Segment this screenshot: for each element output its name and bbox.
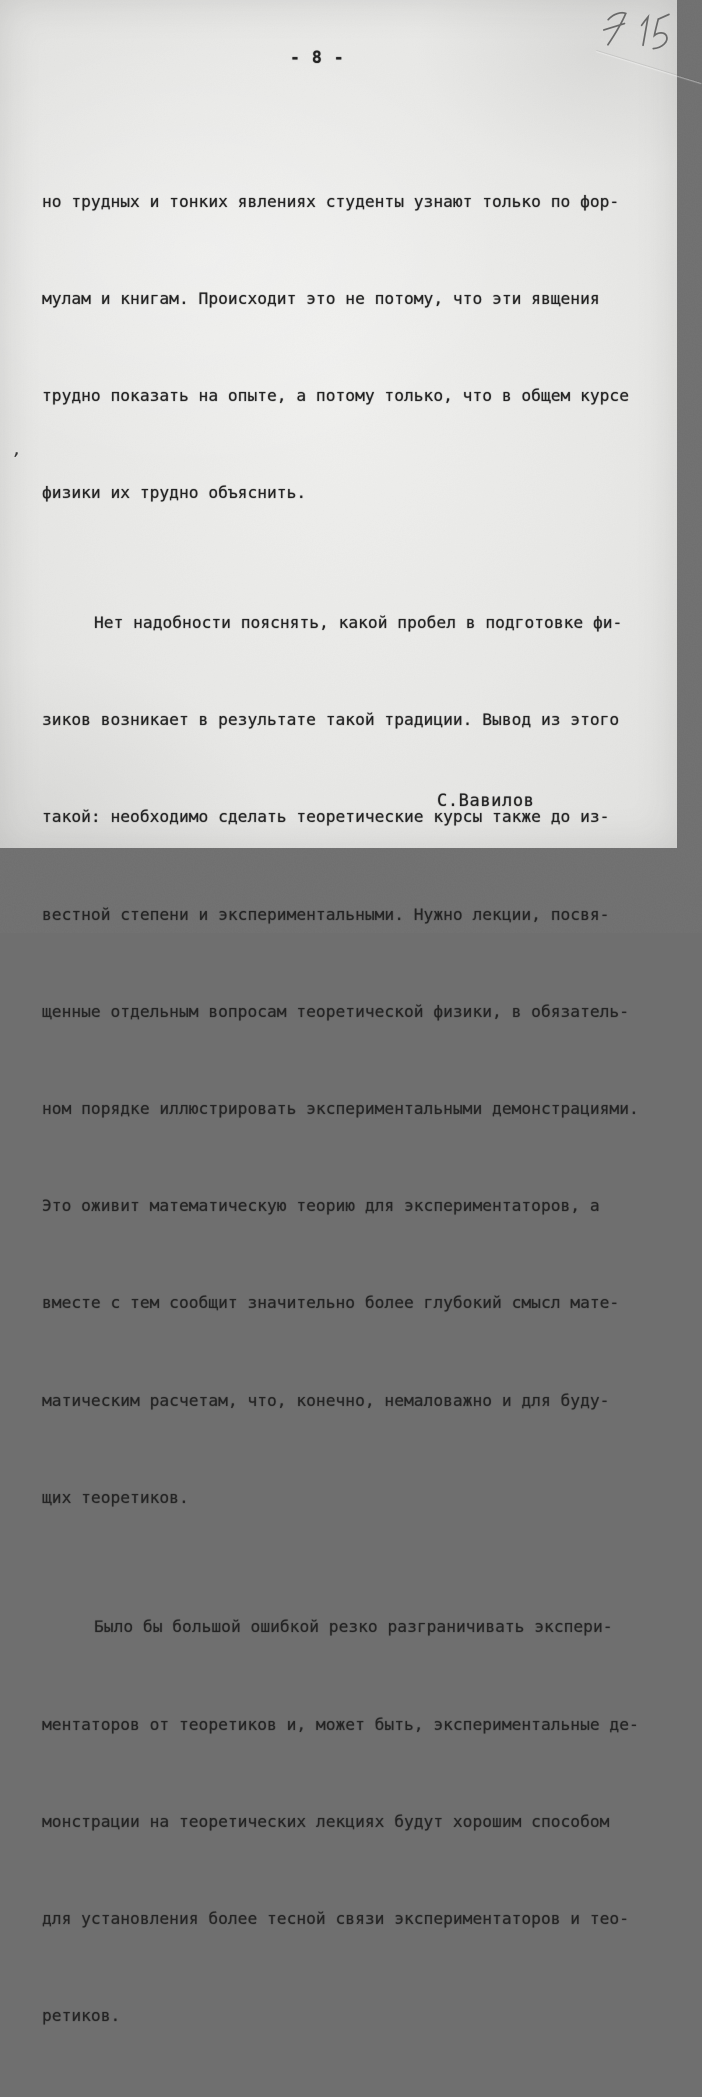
document-body [42,121,646,2097]
text-line: щих теоретиков. [42,1487,189,1507]
text-line: монстрации на теоретических лекциях будут хорошим способом [42,1811,610,1831]
text-line: вместе с тем сообщит значительно более глубокий смысл мате- [42,1293,620,1313]
text-line: Это оживит математическую теорию для экспериментаторов, а [42,1196,600,1216]
page-number: - 8 - [290,48,345,67]
text-line: такой: необходимо сделать теоретические курсы также до из- [42,807,610,827]
text-line: зиков возникает в результате такой традиции. Вывод из этого [42,710,620,730]
text-line: ном порядке иллюстрировать экспериментальными демонстрациями. [42,1099,639,1119]
text-line: вестной степени и экспериментальными. Нужно лекции, посвя- [42,904,610,924]
signature: С.Вавилов [437,791,535,811]
text-line: мулам и книгам. Происходит это не потому, что эти явщения [42,289,600,309]
text-line: ментаторов от теоретиков и, может быть, экспериментальные де- [42,1714,639,1734]
text-line: щенные отдельным вопросам теоретической физики, в обязатель- [42,1001,629,1021]
text-line: ретиков. [42,2006,121,2026]
text-line: Нет надобности пояснять, какой пробел в подготовке фи- [94,613,623,633]
text-line: трудно показать на опыте, а потому только, что в общем курсе [42,386,629,406]
paper-fold-line [596,50,701,83]
text-line: для установления более тесной связи экспериментаторов и тео- [42,1909,629,1929]
text-line: Было бы большой ошибкой резко разграничивать экспери- [94,1617,613,1637]
text-line: матическим расчетам, что, конечно, немаловажно и для буду- [42,1390,610,1410]
stray-ink-mark: ’ [8,449,22,471]
handwritten-annotation-7-15 [583,0,682,63]
text-line: физики их трудно объяснить. [42,483,307,503]
text-line: но трудных и тонких явлениях студенты узнают только по фор- [42,191,620,211]
